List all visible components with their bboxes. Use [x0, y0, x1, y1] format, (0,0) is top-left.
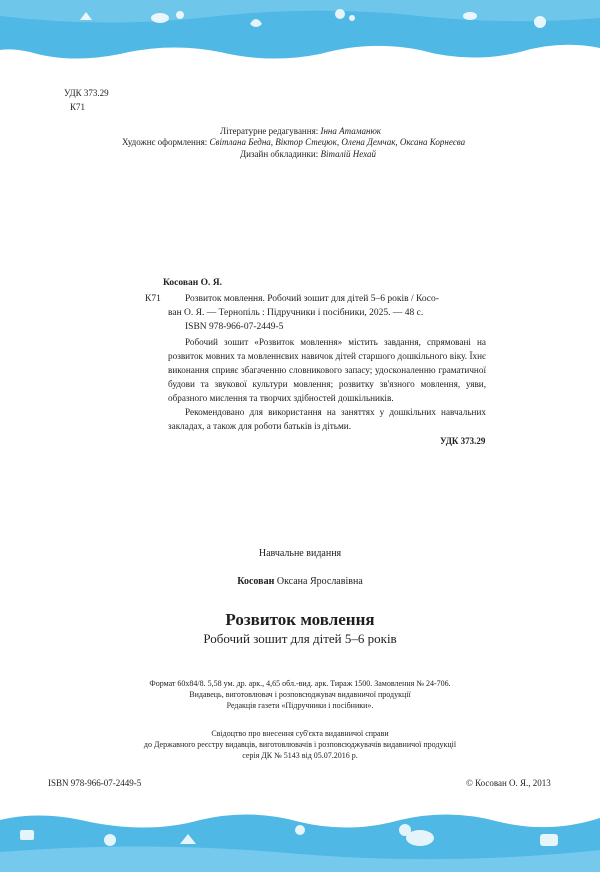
credit-role: Художнє оформлення:: [122, 137, 208, 147]
udk-code: УДК 373.29: [64, 88, 109, 98]
certificate-line-2: до Державного реєстру видавців, виготовлювачів і розповсюджувачів видавничої продукції: [143, 740, 457, 749]
bottom-band-art: [0, 800, 600, 872]
footer-copyright: © Косован О. Я., 2013: [466, 778, 551, 788]
catalog-annotation: Робочий зошит «Розвиток мовлення» містить завдання, спрямовані на розвиток мовних та мовленнєвих навичок дітей старшого дошкільного віку. Їхнє виконання сприяє збагаченню словникового запасу; удосконаленню граматичної будови та звукової культури мовлення; розвитку зв'язного мовлення, уяви, образного мислення та творчих здібностей дошкільників.: [168, 337, 486, 403]
catalog-author-heading: Косован О. Я.: [163, 278, 222, 288]
book-title: Розвиток мовлення: [225, 610, 375, 629]
credit-role: Літературне редагування:: [220, 126, 319, 136]
catalog-title-line-1: Розвиток мовлення. Робочий зошит для дітей 5–6 років / Косо-: [185, 294, 439, 304]
format-line: Формат 60х84/8. 5,58 ум. др. арк., 4,65 обл.-вид. арк. Тираж 1500. Замовлення № 24-706.: [149, 679, 451, 688]
credit-names: Світлана Бедна, Віктор Стецюк, Олена Демчак, Оксана Корнеєва: [209, 137, 466, 147]
catalog-mark: К71: [145, 294, 161, 304]
footer-isbn: ISBN 978-966-07-2449-5: [48, 778, 142, 788]
catalog-udk-right: УДК 373.29: [440, 436, 486, 446]
certificate-line-3: серія ДК № 5143 від 05.07.2016 р.: [242, 751, 358, 760]
credit-names: Інна Атаманюк: [320, 126, 382, 136]
catalog-title-line-2: ван О. Я. — Тернопіль : Підручники і посібники, 2025. — 48 с.: [168, 308, 424, 318]
flower-icon: [176, 11, 184, 19]
top-decorative-band: [0, 0, 600, 66]
credit-art-design: [122, 138, 465, 147]
author-given-names: Оксана Ярославівна: [276, 576, 363, 587]
edition-type: Навчальне видання: [258, 548, 342, 559]
credit-literary-editing: [220, 127, 381, 136]
toy-icon: [104, 834, 116, 846]
publisher-line: Видавець, виготовлювач і розповсюджувач видавничої продукції: [189, 690, 411, 699]
certificate-line-1: Свідоцтво про внесення суб'єкта видавничої справи: [211, 729, 389, 738]
credit-cover-design: [240, 150, 376, 159]
flower-icon: [335, 9, 345, 19]
book-subtitle: Робочий зошит для дітей 5–6 років: [203, 631, 397, 646]
editorial-line: Редакція газети «Підручники і посібники».: [226, 701, 374, 710]
author-full-name: [0, 577, 600, 587]
bottom-decorative-band: [0, 800, 600, 872]
catalog-recommendation: Рекомендовано для використання на заняттях у дошкільних навчальних закладах, а також для роботи батьків із дітьми.: [168, 407, 486, 431]
cloud-icon: [151, 13, 169, 23]
author-mark: К71: [70, 102, 86, 112]
book-icon: [20, 830, 34, 840]
flower-icon: [534, 16, 546, 28]
catalog-isbn: ISBN 978-966-07-2449-5: [185, 322, 284, 332]
notebook-icon: [540, 834, 558, 846]
top-band-art: [0, 0, 600, 66]
author-surname: Косован: [237, 576, 275, 587]
bird-icon: [463, 12, 477, 20]
credit-role: Дизайн обкладинки:: [240, 149, 319, 159]
credit-names: Віталій Нехай: [320, 149, 377, 159]
